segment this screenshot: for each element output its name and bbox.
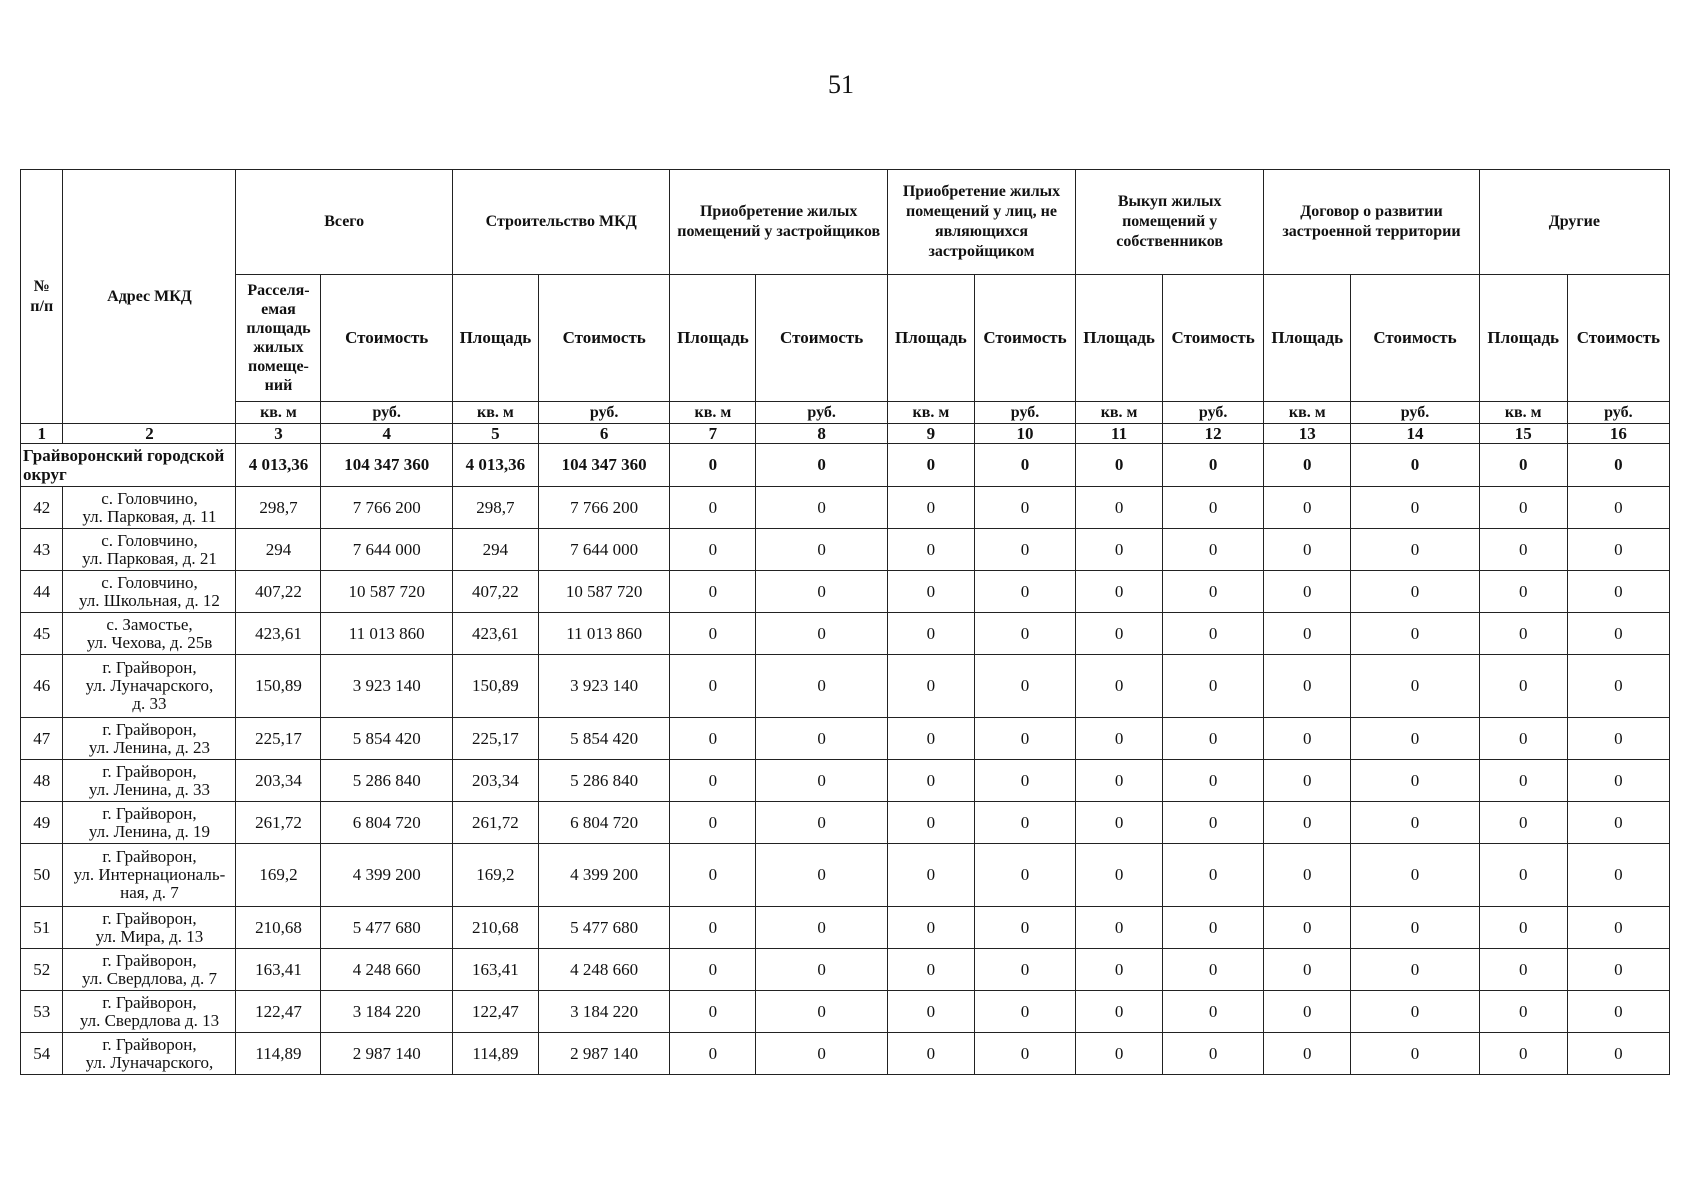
row-number: 52 <box>21 949 63 991</box>
row-value: 0 <box>1479 655 1567 718</box>
row-value: 163,41 <box>236 949 321 991</box>
row-address: с. Головчино, ул. Школьная, д. 12 <box>63 571 236 613</box>
row-value: 0 <box>887 571 974 613</box>
row-value: 0 <box>670 571 756 613</box>
row-value: 0 <box>756 907 888 949</box>
row-value: 0 <box>1351 655 1479 718</box>
group-header: Приобретение жилых помещений у застройщиков <box>670 170 887 275</box>
row-value: 0 <box>974 760 1075 802</box>
row-value: 0 <box>1351 571 1479 613</box>
row-value: 0 <box>887 802 974 844</box>
row-value: 11 013 860 <box>321 613 453 655</box>
row-address: г. Грайворон, ул. Ленина, д. 23 <box>63 718 236 760</box>
row-value: 0 <box>756 844 888 907</box>
row-value: 0 <box>670 1033 756 1075</box>
row-value: 0 <box>1351 844 1479 907</box>
column-number: 13 <box>1264 424 1351 444</box>
row-value: 0 <box>756 802 888 844</box>
row-value: 0 <box>1351 991 1479 1033</box>
row-value: 0 <box>670 655 756 718</box>
row-value: 0 <box>1264 529 1351 571</box>
row-value: 0 <box>1351 718 1479 760</box>
row-value: 7 644 000 <box>321 529 453 571</box>
row-value: 0 <box>1479 802 1567 844</box>
row-value: 0 <box>1479 1033 1567 1075</box>
row-value: 0 <box>1567 487 1669 529</box>
row-value: 0 <box>1264 802 1351 844</box>
row-value: 0 <box>1076 718 1163 760</box>
col-header-area: Площадь <box>887 275 974 402</box>
total-value: 0 <box>974 444 1075 487</box>
row-value: 0 <box>1264 718 1351 760</box>
row-value: 0 <box>974 655 1075 718</box>
unit-area: кв. м <box>670 402 756 424</box>
row-value: 0 <box>1479 991 1567 1033</box>
row-value: 0 <box>1076 949 1163 991</box>
row-value: 298,7 <box>236 487 321 529</box>
row-value: 0 <box>1163 991 1264 1033</box>
row-value: 3 923 140 <box>538 655 670 718</box>
total-value: 104 347 360 <box>321 444 453 487</box>
column-number: 5 <box>452 424 538 444</box>
column-number: 8 <box>756 424 888 444</box>
row-address: г. Грайворон, ул. Ленина, д. 33 <box>63 760 236 802</box>
col-header-area: Площадь <box>1076 275 1163 402</box>
row-value: 0 <box>756 613 888 655</box>
column-number: 1 <box>21 424 63 444</box>
row-value: 0 <box>1163 529 1264 571</box>
row-value: 261,72 <box>236 802 321 844</box>
group-header: Договор о развитии застроенной территории <box>1264 170 1479 275</box>
group-header: Выкуп жилых помещений у собственников <box>1076 170 1264 275</box>
row-value: 150,89 <box>452 655 538 718</box>
table-body <box>21 444 1670 1075</box>
row-value: 0 <box>1567 718 1669 760</box>
row-value: 0 <box>887 529 974 571</box>
unit-cost: руб. <box>974 402 1075 424</box>
row-value: 0 <box>974 529 1075 571</box>
row-value: 7 766 200 <box>538 487 670 529</box>
row-value: 10 587 720 <box>538 571 670 613</box>
row-value: 0 <box>974 613 1075 655</box>
row-value: 261,72 <box>452 802 538 844</box>
row-value: 0 <box>974 1033 1075 1075</box>
table-row <box>21 718 1670 760</box>
row-value: 0 <box>1076 760 1163 802</box>
row-value: 423,61 <box>236 613 321 655</box>
column-number: 12 <box>1163 424 1264 444</box>
group-header: Приобретение жилых помещений у лиц, не являющихся застройщиком <box>887 170 1075 275</box>
row-address: г. Грайворон, ул. Мира, д. 13 <box>63 907 236 949</box>
row-value: 150,89 <box>236 655 321 718</box>
row-value: 0 <box>1163 844 1264 907</box>
row-value: 122,47 <box>236 991 321 1033</box>
col-header-cost: Стоимость <box>756 275 888 402</box>
row-number: 49 <box>21 802 63 844</box>
row-value: 0 <box>1264 991 1351 1033</box>
row-value: 169,2 <box>452 844 538 907</box>
row-value: 0 <box>670 529 756 571</box>
row-value: 5 286 840 <box>321 760 453 802</box>
row-address: с. Замостье, ул. Чехова, д. 25в <box>63 613 236 655</box>
row-value: 0 <box>1479 949 1567 991</box>
row-value: 0 <box>1076 802 1163 844</box>
row-value: 0 <box>670 487 756 529</box>
row-value: 0 <box>1264 487 1351 529</box>
table-row <box>21 613 1670 655</box>
unit-area: кв. м <box>887 402 974 424</box>
row-value: 4 248 660 <box>538 949 670 991</box>
table-row <box>21 655 1670 718</box>
row-value: 0 <box>1264 571 1351 613</box>
col-header-address: Адрес МКД <box>63 170 236 424</box>
row-value: 114,89 <box>452 1033 538 1075</box>
row-value: 0 <box>1264 1033 1351 1075</box>
total-value: 4 013,36 <box>236 444 321 487</box>
row-address: г. Грайворон, ул. Луначарского, <box>63 1033 236 1075</box>
row-number: 50 <box>21 844 63 907</box>
row-value: 0 <box>1163 718 1264 760</box>
col-header-cost: Стоимость <box>1351 275 1479 402</box>
group-header: Другие <box>1479 170 1669 275</box>
row-value: 0 <box>887 613 974 655</box>
row-value: 0 <box>1163 655 1264 718</box>
row-value: 122,47 <box>452 991 538 1033</box>
unit-cost: руб. <box>1567 402 1669 424</box>
total-row <box>21 444 1670 487</box>
col-header-cost: Стоимость <box>1163 275 1264 402</box>
row-value: 0 <box>1076 991 1163 1033</box>
table-header <box>21 170 1670 444</box>
column-number: 10 <box>974 424 1075 444</box>
row-number: 42 <box>21 487 63 529</box>
col-header-resettled-area: Расселя-емая площадь жилых помеще-ний <box>236 275 321 402</box>
row-value: 423,61 <box>452 613 538 655</box>
row-value: 0 <box>887 907 974 949</box>
total-value: 0 <box>1264 444 1351 487</box>
row-number: 43 <box>21 529 63 571</box>
unit-cost: руб. <box>538 402 670 424</box>
total-value: 0 <box>1076 444 1163 487</box>
row-value: 0 <box>887 655 974 718</box>
row-value: 5 286 840 <box>538 760 670 802</box>
unit-cost: руб. <box>1351 402 1479 424</box>
row-value: 0 <box>1351 529 1479 571</box>
col-header-area: Площадь <box>670 275 756 402</box>
row-value: 0 <box>1567 571 1669 613</box>
row-value: 0 <box>1264 613 1351 655</box>
row-value: 0 <box>670 760 756 802</box>
row-value: 0 <box>1567 760 1669 802</box>
unit-area: кв. м <box>1264 402 1351 424</box>
row-value: 0 <box>1163 1033 1264 1075</box>
row-value: 0 <box>670 613 756 655</box>
row-value: 6 804 720 <box>321 802 453 844</box>
row-value: 0 <box>1479 571 1567 613</box>
row-value: 0 <box>1264 907 1351 949</box>
row-value: 0 <box>1479 907 1567 949</box>
row-value: 0 <box>974 718 1075 760</box>
unit-cost: руб. <box>321 402 453 424</box>
row-value: 0 <box>670 907 756 949</box>
row-value: 210,68 <box>452 907 538 949</box>
column-number: 6 <box>538 424 670 444</box>
row-value: 0 <box>1076 613 1163 655</box>
row-value: 0 <box>756 718 888 760</box>
column-number: 7 <box>670 424 756 444</box>
group-header: Строительство МКД <box>452 170 669 275</box>
row-value: 4 399 200 <box>538 844 670 907</box>
column-number: 14 <box>1351 424 1479 444</box>
row-value: 0 <box>1264 760 1351 802</box>
row-value: 0 <box>756 1033 888 1075</box>
row-value: 0 <box>887 487 974 529</box>
row-address: г. Грайворон, ул. Свердлова д. 13 <box>63 991 236 1033</box>
col-header-area: Площадь <box>452 275 538 402</box>
unit-area: кв. м <box>1076 402 1163 424</box>
row-value: 11 013 860 <box>538 613 670 655</box>
row-value: 0 <box>974 571 1075 613</box>
row-value: 225,17 <box>236 718 321 760</box>
row-value: 5 477 680 <box>321 907 453 949</box>
unit-area: кв. м <box>452 402 538 424</box>
row-value: 0 <box>1076 529 1163 571</box>
table-row <box>21 907 1670 949</box>
row-address: г. Грайворон, ул. Интернациональ- ная, д. 7 <box>63 844 236 907</box>
row-value: 0 <box>1076 907 1163 949</box>
row-address: с. Головчино, ул. Парковая, д. 11 <box>63 487 236 529</box>
row-value: 0 <box>1163 487 1264 529</box>
row-value: 6 804 720 <box>538 802 670 844</box>
row-value: 0 <box>670 802 756 844</box>
col-header-area: Площадь <box>1264 275 1351 402</box>
total-value: 0 <box>1567 444 1669 487</box>
unit-cost: руб. <box>756 402 888 424</box>
row-value: 0 <box>756 487 888 529</box>
row-value: 0 <box>1351 760 1479 802</box>
row-value: 0 <box>974 991 1075 1033</box>
total-value: 0 <box>756 444 888 487</box>
table-row <box>21 760 1670 802</box>
column-number: 16 <box>1567 424 1669 444</box>
row-value: 0 <box>1567 655 1669 718</box>
row-value: 0 <box>974 907 1075 949</box>
row-value: 407,22 <box>452 571 538 613</box>
col-header-area: Площадь <box>1479 275 1567 402</box>
row-value: 203,34 <box>236 760 321 802</box>
unit-area: кв. м <box>1479 402 1567 424</box>
row-value: 0 <box>670 844 756 907</box>
row-value: 0 <box>1351 949 1479 991</box>
row-value: 3 184 220 <box>538 991 670 1033</box>
row-value: 0 <box>1567 613 1669 655</box>
row-value: 7 766 200 <box>321 487 453 529</box>
row-value: 0 <box>670 991 756 1033</box>
col-header-cost: Стоимость <box>1567 275 1669 402</box>
unit-cost: руб. <box>1163 402 1264 424</box>
table-row <box>21 529 1670 571</box>
table-row <box>21 1033 1670 1075</box>
row-value: 2 987 140 <box>538 1033 670 1075</box>
row-number: 44 <box>21 571 63 613</box>
table-row <box>21 949 1670 991</box>
row-value: 0 <box>887 760 974 802</box>
row-value: 0 <box>756 760 888 802</box>
table-row <box>21 991 1670 1033</box>
row-value: 298,7 <box>452 487 538 529</box>
table-row <box>21 571 1670 613</box>
row-address: г. Грайворон, ул. Ленина, д. 19 <box>63 802 236 844</box>
row-value: 0 <box>1567 529 1669 571</box>
row-value: 0 <box>1163 760 1264 802</box>
row-value: 0 <box>1264 655 1351 718</box>
row-value: 0 <box>670 718 756 760</box>
column-number: 4 <box>321 424 453 444</box>
row-value: 0 <box>1076 571 1163 613</box>
row-value: 3 184 220 <box>321 991 453 1033</box>
row-value: 210,68 <box>236 907 321 949</box>
row-value: 0 <box>1076 1033 1163 1075</box>
row-value: 0 <box>1076 655 1163 718</box>
row-address: г. Грайворон, ул. Свердлова, д. 7 <box>63 949 236 991</box>
row-value: 0 <box>1163 802 1264 844</box>
column-number: 15 <box>1479 424 1567 444</box>
row-value: 5 854 420 <box>321 718 453 760</box>
row-value: 5 477 680 <box>538 907 670 949</box>
row-number: 45 <box>21 613 63 655</box>
row-value: 169,2 <box>236 844 321 907</box>
col-header-cost: Стоимость <box>321 275 453 402</box>
region-total-label: Грайворонский городской округ <box>21 444 236 487</box>
row-value: 0 <box>1567 949 1669 991</box>
row-value: 294 <box>236 529 321 571</box>
row-value: 0 <box>1163 613 1264 655</box>
row-number: 53 <box>21 991 63 1033</box>
row-value: 0 <box>756 991 888 1033</box>
row-value: 0 <box>1479 529 1567 571</box>
row-value: 0 <box>887 718 974 760</box>
row-value: 0 <box>1264 844 1351 907</box>
group-header: Всего <box>236 170 452 275</box>
row-value: 0 <box>1351 1033 1479 1075</box>
row-value: 407,22 <box>236 571 321 613</box>
row-value: 0 <box>974 802 1075 844</box>
row-value: 0 <box>1163 571 1264 613</box>
row-value: 0 <box>1076 487 1163 529</box>
row-value: 0 <box>1076 844 1163 907</box>
table-row <box>21 844 1670 907</box>
row-value: 4 399 200 <box>321 844 453 907</box>
row-value: 0 <box>1264 949 1351 991</box>
row-value: 0 <box>756 949 888 991</box>
total-value: 0 <box>670 444 756 487</box>
col-header-cost: Стоимость <box>538 275 670 402</box>
row-value: 0 <box>1163 949 1264 991</box>
row-value: 0 <box>1567 802 1669 844</box>
row-value: 2 987 140 <box>321 1033 453 1075</box>
row-value: 0 <box>1479 718 1567 760</box>
row-number: 54 <box>21 1033 63 1075</box>
row-value: 294 <box>452 529 538 571</box>
row-value: 0 <box>756 571 888 613</box>
row-value: 0 <box>887 949 974 991</box>
row-value: 0 <box>1479 760 1567 802</box>
row-value: 0 <box>1567 844 1669 907</box>
row-value: 0 <box>974 487 1075 529</box>
row-value: 225,17 <box>452 718 538 760</box>
row-number: 46 <box>21 655 63 718</box>
row-value: 114,89 <box>236 1033 321 1075</box>
row-value: 0 <box>670 949 756 991</box>
total-value: 0 <box>887 444 974 487</box>
row-value: 0 <box>1351 907 1479 949</box>
row-address: с. Головчино, ул. Парковая, д. 21 <box>63 529 236 571</box>
row-value: 7 644 000 <box>538 529 670 571</box>
row-value: 3 923 140 <box>321 655 453 718</box>
resettlement-table <box>20 169 1670 1075</box>
row-number: 48 <box>21 760 63 802</box>
column-number: 3 <box>236 424 321 444</box>
row-value: 0 <box>1567 907 1669 949</box>
total-value: 0 <box>1479 444 1567 487</box>
row-value: 0 <box>887 844 974 907</box>
row-value: 0 <box>974 844 1075 907</box>
total-value: 4 013,36 <box>452 444 538 487</box>
table-row <box>21 802 1670 844</box>
row-value: 0 <box>1567 1033 1669 1075</box>
total-value: 0 <box>1163 444 1264 487</box>
row-number: 51 <box>21 907 63 949</box>
row-number: 47 <box>21 718 63 760</box>
row-value: 0 <box>756 529 888 571</box>
unit-area: кв. м <box>236 402 321 424</box>
row-value: 0 <box>1351 613 1479 655</box>
row-value: 0 <box>1479 844 1567 907</box>
row-value: 0 <box>1163 907 1264 949</box>
row-value: 0 <box>1479 487 1567 529</box>
row-value: 10 587 720 <box>321 571 453 613</box>
row-value: 163,41 <box>452 949 538 991</box>
row-value: 4 248 660 <box>321 949 453 991</box>
table-row <box>21 487 1670 529</box>
page-number: 51 <box>828 70 854 99</box>
col-header-number: № п/п <box>21 170 63 424</box>
row-value: 0 <box>974 949 1075 991</box>
row-value: 0 <box>1567 991 1669 1033</box>
column-number: 2 <box>63 424 236 444</box>
row-address: г. Грайворон, ул. Луначарского, д. 33 <box>63 655 236 718</box>
row-value: 0 <box>887 1033 974 1075</box>
row-value: 0 <box>1351 802 1479 844</box>
total-value: 104 347 360 <box>538 444 670 487</box>
row-value: 203,34 <box>452 760 538 802</box>
total-value: 0 <box>1351 444 1479 487</box>
row-value: 0 <box>887 991 974 1033</box>
row-value: 0 <box>756 655 888 718</box>
column-number: 9 <box>887 424 974 444</box>
col-header-cost: Стоимость <box>974 275 1075 402</box>
column-number: 11 <box>1076 424 1163 444</box>
row-value: 5 854 420 <box>538 718 670 760</box>
row-value: 0 <box>1479 613 1567 655</box>
row-value: 0 <box>1351 487 1479 529</box>
